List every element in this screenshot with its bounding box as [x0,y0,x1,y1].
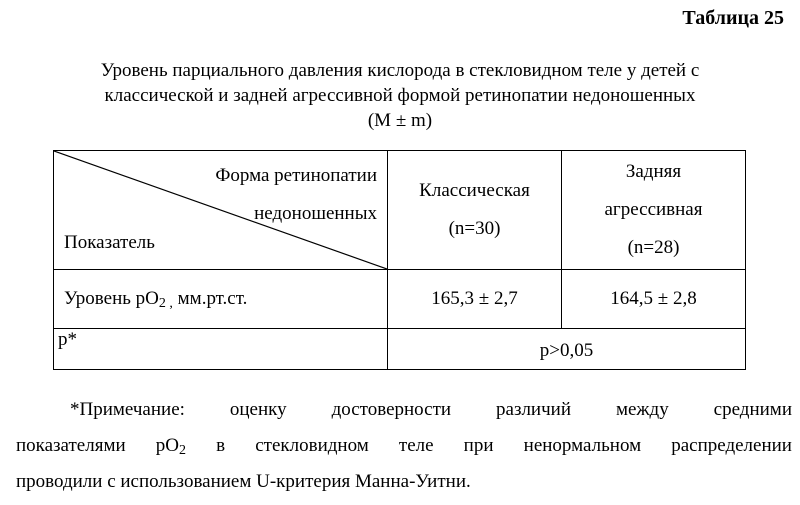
indicator-cell [54,270,388,329]
table-note [16,392,792,500]
p-value-cell: p>0,05 [388,329,746,370]
aggressive-header-line-2: агрессивная [604,199,703,220]
form-header-label [215,157,377,233]
indicator-label-sub: 2 , [158,296,173,311]
caption-line-3: (M ± m) [367,110,433,131]
diagonal-header-cell [54,151,388,270]
indicator-header-label: Показатель [64,232,155,253]
note-line-2 [16,428,792,464]
table-number: Таблица 25 [682,7,784,29]
table-caption [0,58,800,133]
note-line-2-suffix: в стекловидном теле при ненормальном распределении [186,435,792,456]
aggressive-header-cell [562,151,746,270]
indicator-label-suffix: мм.рт.ст. [172,288,248,309]
classic-header-line-2: (n=30) [448,218,501,239]
form-header-line-2: недоношенных [254,203,377,224]
form-header-line-1: Форма ретинопатии [215,165,377,186]
p-label-cell: p* [54,329,388,370]
aggressive-header-line-3: (n=28) [627,237,680,258]
caption-line-1: Уровень парциального давления кислорода в стекловидном теле у детей с [100,60,700,81]
caption-line-2: классической и задней агрессивной формой ретинопатии недоношенных [104,85,696,106]
table-row [54,270,746,329]
indicator-label-prefix: Уровень pO [64,288,159,309]
table-header-row [54,151,746,270]
note-line-2-prefix: показателями pO [16,435,179,456]
aggressive-value-cell: 164,5 ± 2,8 [562,270,746,329]
note-line-3: проводили с использованием U-критерия Манна-Уитни. [16,471,471,492]
p-value-row [54,329,746,370]
note-line-1: *Примечание: оценку достоверности различий между средними [70,399,792,420]
data-table [53,150,746,370]
classic-value-cell: 165,3 ± 2,7 [388,270,562,329]
aggressive-header-line-1: Задняя [625,161,682,182]
classic-header-cell [388,151,562,270]
note-line-2-sub: 2 [179,443,186,458]
classic-header-line-1: Классическая [419,180,530,201]
